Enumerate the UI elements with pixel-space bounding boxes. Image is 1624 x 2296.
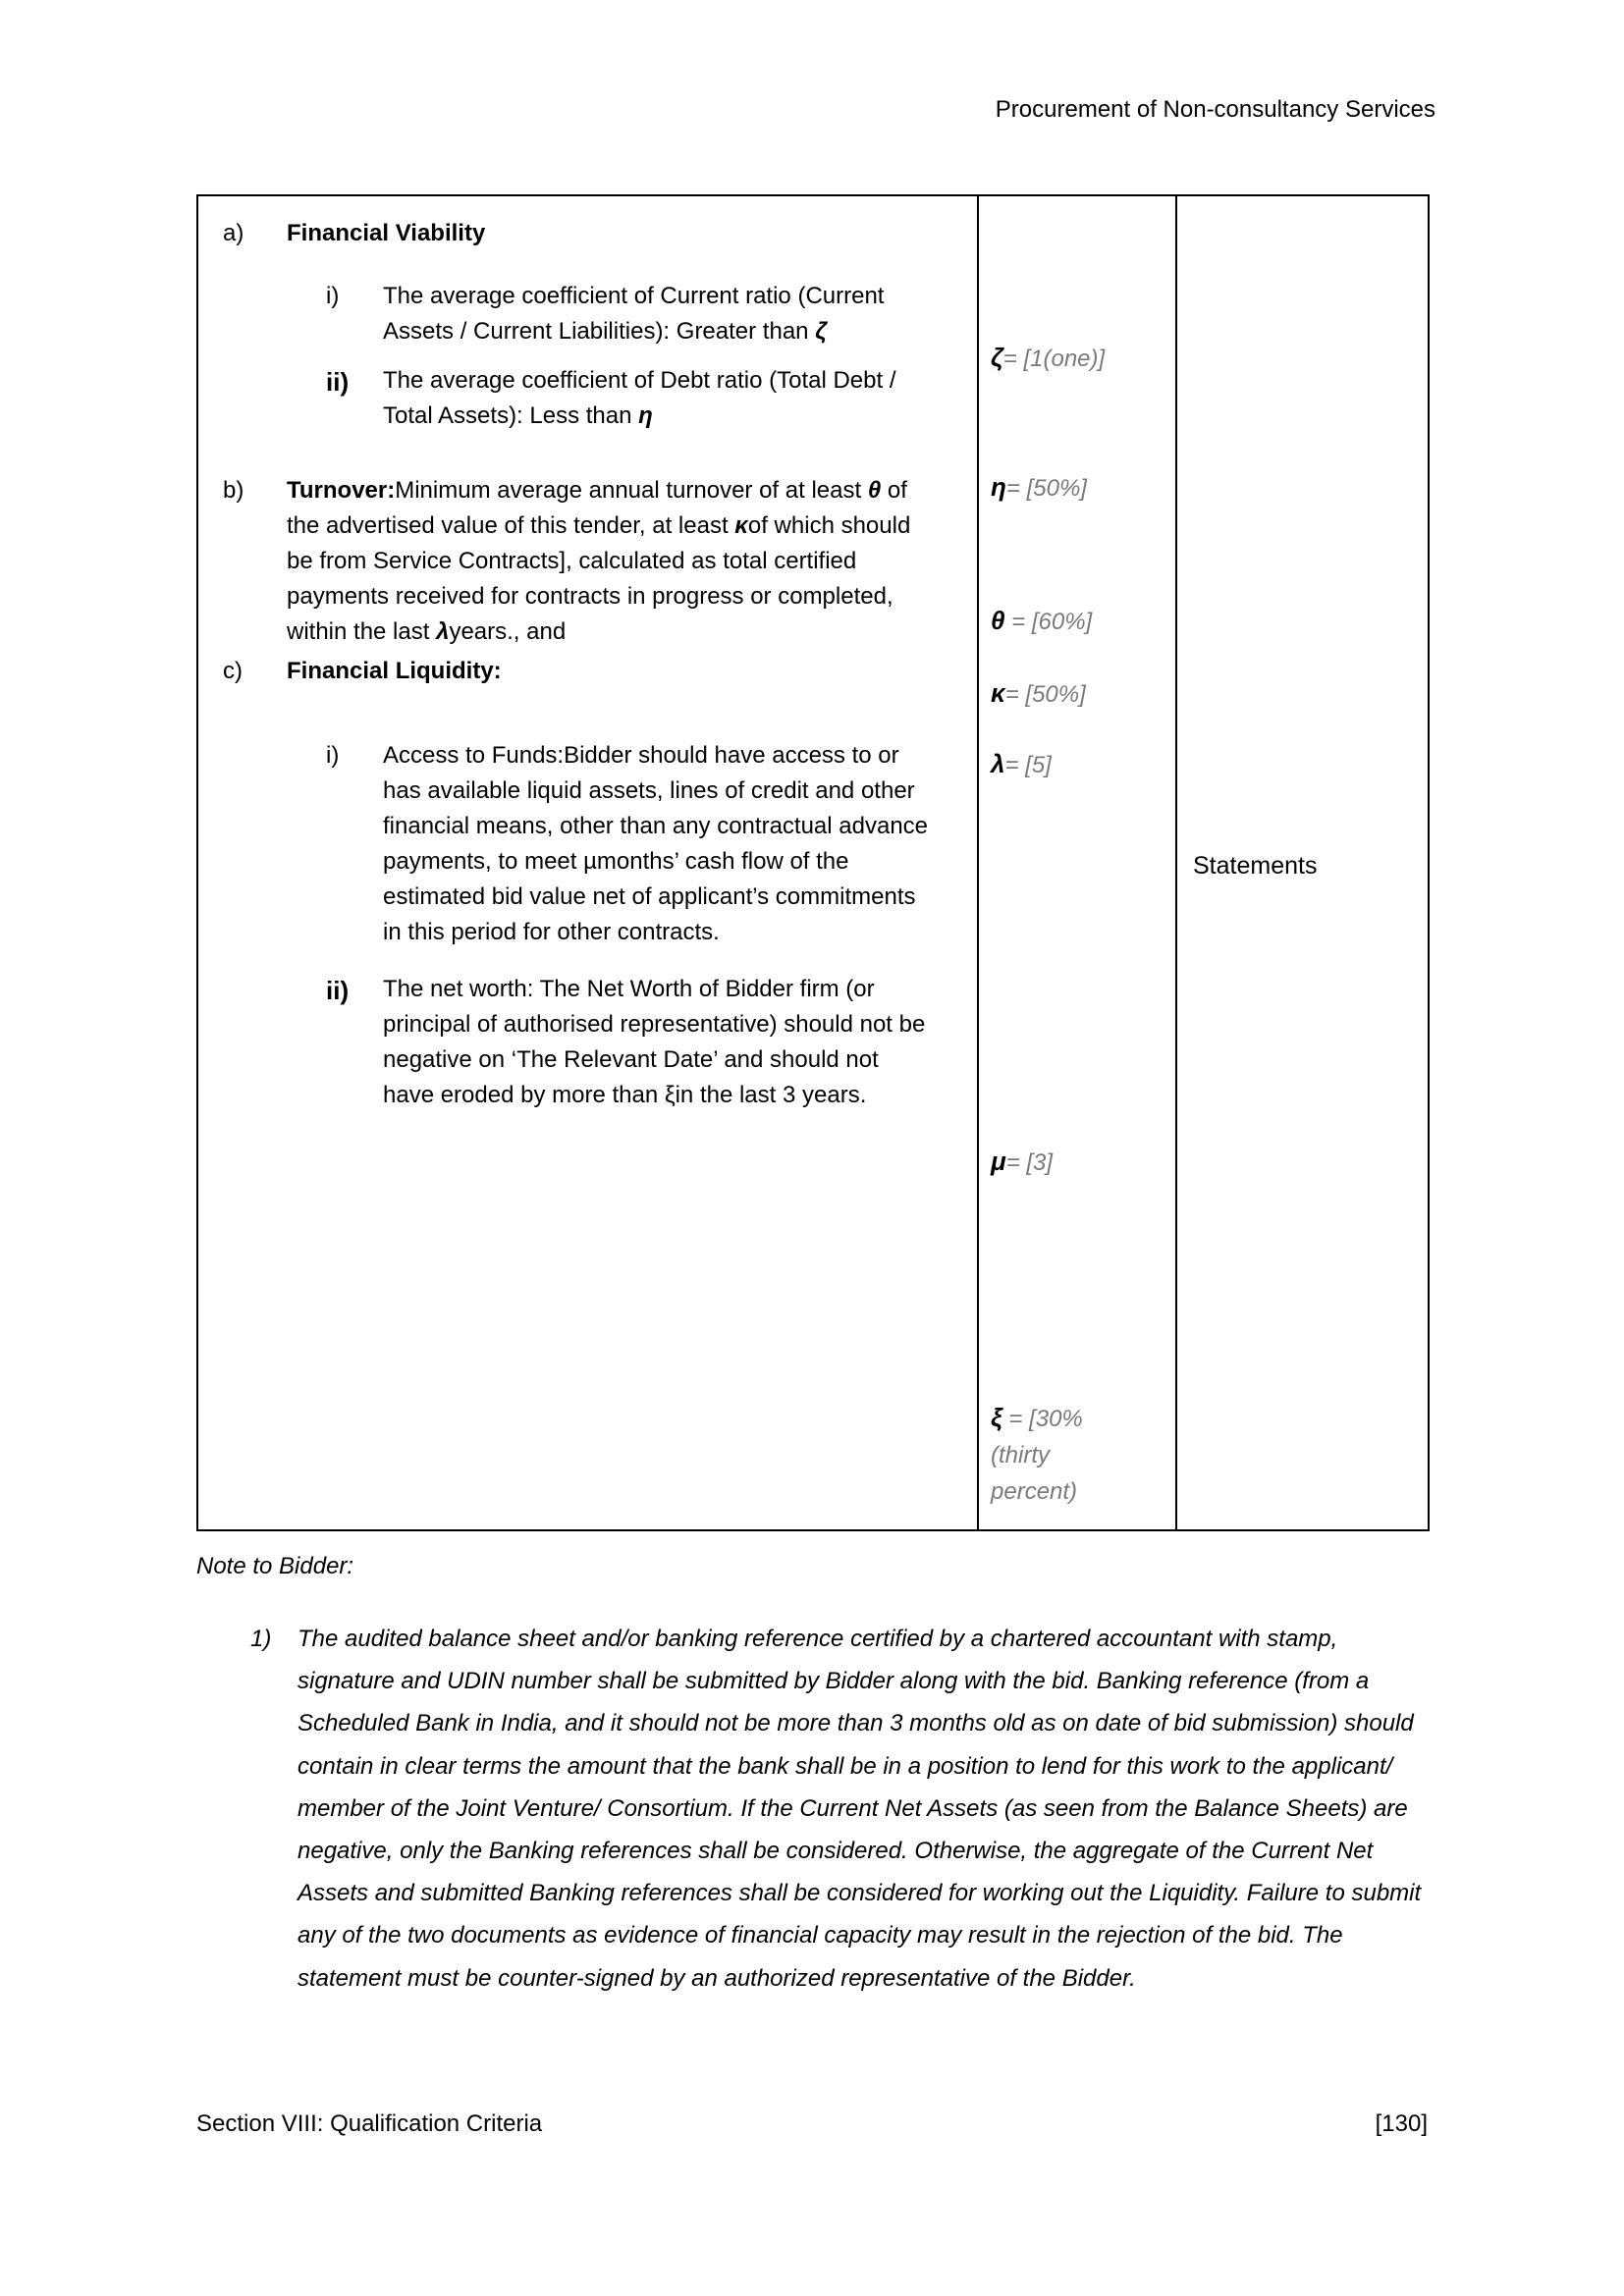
criterion-a-sub-ii-body bbox=[383, 363, 933, 434]
value-lambda-symbol: λ bbox=[991, 749, 1005, 778]
criterion-a bbox=[198, 216, 933, 251]
criterion-c-sub-i bbox=[326, 738, 933, 950]
symbol-zeta: ζ bbox=[815, 318, 827, 345]
value-xi-symbol: ξ bbox=[991, 1403, 1002, 1432]
criterion-c-sub-ii bbox=[326, 972, 933, 1113]
value-kappa-symbol: κ bbox=[991, 678, 1005, 708]
value-mu bbox=[991, 1142, 1169, 1181]
criterion-c-sub-i-text: Access to Funds:Bidder should have access to or has available liquid assets, lines of credit and other financial means, other than any contractual advance payments, to meet µmonths’ cash flow of the estimated bid value net of applicant’s commitments in this period for other contracts. bbox=[383, 742, 929, 945]
criterion-a-sub-ii-text: The average coefficient of Debt ratio (Total Debt / Total Assets): Less than bbox=[383, 367, 896, 429]
criterion-a-sub-i-body bbox=[383, 279, 933, 349]
criterion-b-seg4: years., and bbox=[449, 618, 567, 645]
value-xi bbox=[991, 1398, 1138, 1511]
documents-column bbox=[1177, 196, 1428, 1529]
criterion-b-title: Turnover: bbox=[287, 477, 396, 504]
criterion-b bbox=[198, 473, 933, 650]
value-eta-text: = [50%] bbox=[1005, 475, 1087, 502]
criterion-c-sub-ii-label: ii) bbox=[326, 976, 350, 1005]
qualification-criteria-table bbox=[196, 194, 1430, 1531]
value-mu-symbol: μ bbox=[991, 1147, 1006, 1176]
value-eta bbox=[991, 467, 1169, 507]
criterion-b-label: b) bbox=[223, 477, 244, 504]
criterion-a-sub-i bbox=[326, 279, 933, 349]
criterion-b-seg1: Minimum average annual turnover of at least bbox=[395, 477, 868, 504]
criterion-a-title: Financial Viability bbox=[287, 220, 486, 246]
criterion-a-sub-i-text: The average coefficient of Current ratio (Current Assets / Current Liabilities): Greater than bbox=[383, 283, 885, 345]
value-zeta-text: = [1(one)] bbox=[1002, 346, 1106, 372]
criterion-a-sub-ii-label: ii) bbox=[326, 367, 350, 397]
value-theta-text: = [60%] bbox=[1004, 609, 1093, 635]
value-mu-text: = [3] bbox=[1005, 1149, 1054, 1176]
value-zeta bbox=[991, 338, 1169, 377]
criterion-c-sub-ii-text: The net worth: The Net Worth of Bidder firm (or principal of authorised representative) should not be negative on ‘The Relevant Date’ and should not have eroded by more than ξin the last 3 years. bbox=[383, 976, 926, 1108]
criterion-a-label: a) bbox=[223, 220, 244, 246]
criterion-b-seg3: of which should be from Service Contracts], calculated as total certified payments received for contracts in progress or completed, within the last bbox=[287, 512, 911, 645]
value-theta bbox=[991, 601, 1169, 640]
criterion-c-label: c) bbox=[223, 658, 243, 684]
footer-page-number: [130] bbox=[1375, 2110, 1428, 2137]
criterion-a-sub-ii bbox=[326, 363, 933, 434]
criterion-b-seg2: of the advertised value of this tender, at least bbox=[287, 477, 907, 539]
value-kappa bbox=[991, 673, 1169, 713]
note-item-1-label: 1) bbox=[250, 1626, 272, 1652]
criterion-c-title: Financial Liquidity: bbox=[287, 658, 502, 684]
value-theta-symbol: θ bbox=[991, 606, 1005, 635]
symbol-eta: η bbox=[638, 402, 653, 429]
symbol-kappa: κ bbox=[734, 512, 748, 539]
symbol-lambda: λ bbox=[436, 618, 450, 645]
symbol-theta: θ bbox=[867, 477, 882, 504]
criterion-c-sub-i-label: i) bbox=[326, 742, 340, 769]
parameter-values-column bbox=[979, 196, 1177, 1529]
note-to-bidder-heading: Note to Bidder: bbox=[196, 1553, 354, 1579]
criteria-column bbox=[198, 196, 979, 1529]
value-lambda bbox=[991, 744, 1169, 783]
value-kappa-text: = [50%] bbox=[1004, 681, 1086, 708]
page-header-title: Procurement of Non-consultancy Services bbox=[995, 96, 1435, 123]
value-zeta-symbol: ζ bbox=[991, 343, 1003, 372]
criterion-a-sub-i-label: i) bbox=[326, 283, 340, 309]
value-eta-symbol: η bbox=[991, 472, 1006, 502]
criterion-c bbox=[198, 654, 933, 689]
note-item-1 bbox=[250, 1618, 1438, 2000]
statements-label: Statements bbox=[1193, 852, 1318, 880]
value-xi-text: = [30% (thirty percent) bbox=[991, 1406, 1083, 1506]
value-lambda-text: = [5] bbox=[1004, 752, 1052, 778]
footer-section-title: Section VIII: Qualification Criteria bbox=[196, 2110, 543, 2137]
note-item-1-text: The audited balance sheet and/or banking reference certified by a chartered accountant with stamp, signature and UDIN number shall be submitted by Bidder along with the bid. Banking reference (from a Scheduled Bank in India, and it should not be more than 3 months old as on date of bid submission) should contain in clear terms the amount that the bank shall be in a position to lend for this work to the applicant/ member of the Joint Venture/ Consortium. If the Current Net Assets (as seen from the Balance Sheets) are negative, only the Banking references shall be considered. Otherwise, the aggregate of the Current Net Assets and submitted Banking references shall be considered for working out the Liquidity. Failure to submit any of the two documents as evidence of financial capacity may result in the rejection of the bid. The statement must be counter-signed by an authorized representative of the Bidder. bbox=[298, 1626, 1422, 1992]
criterion-b-body bbox=[287, 473, 933, 650]
